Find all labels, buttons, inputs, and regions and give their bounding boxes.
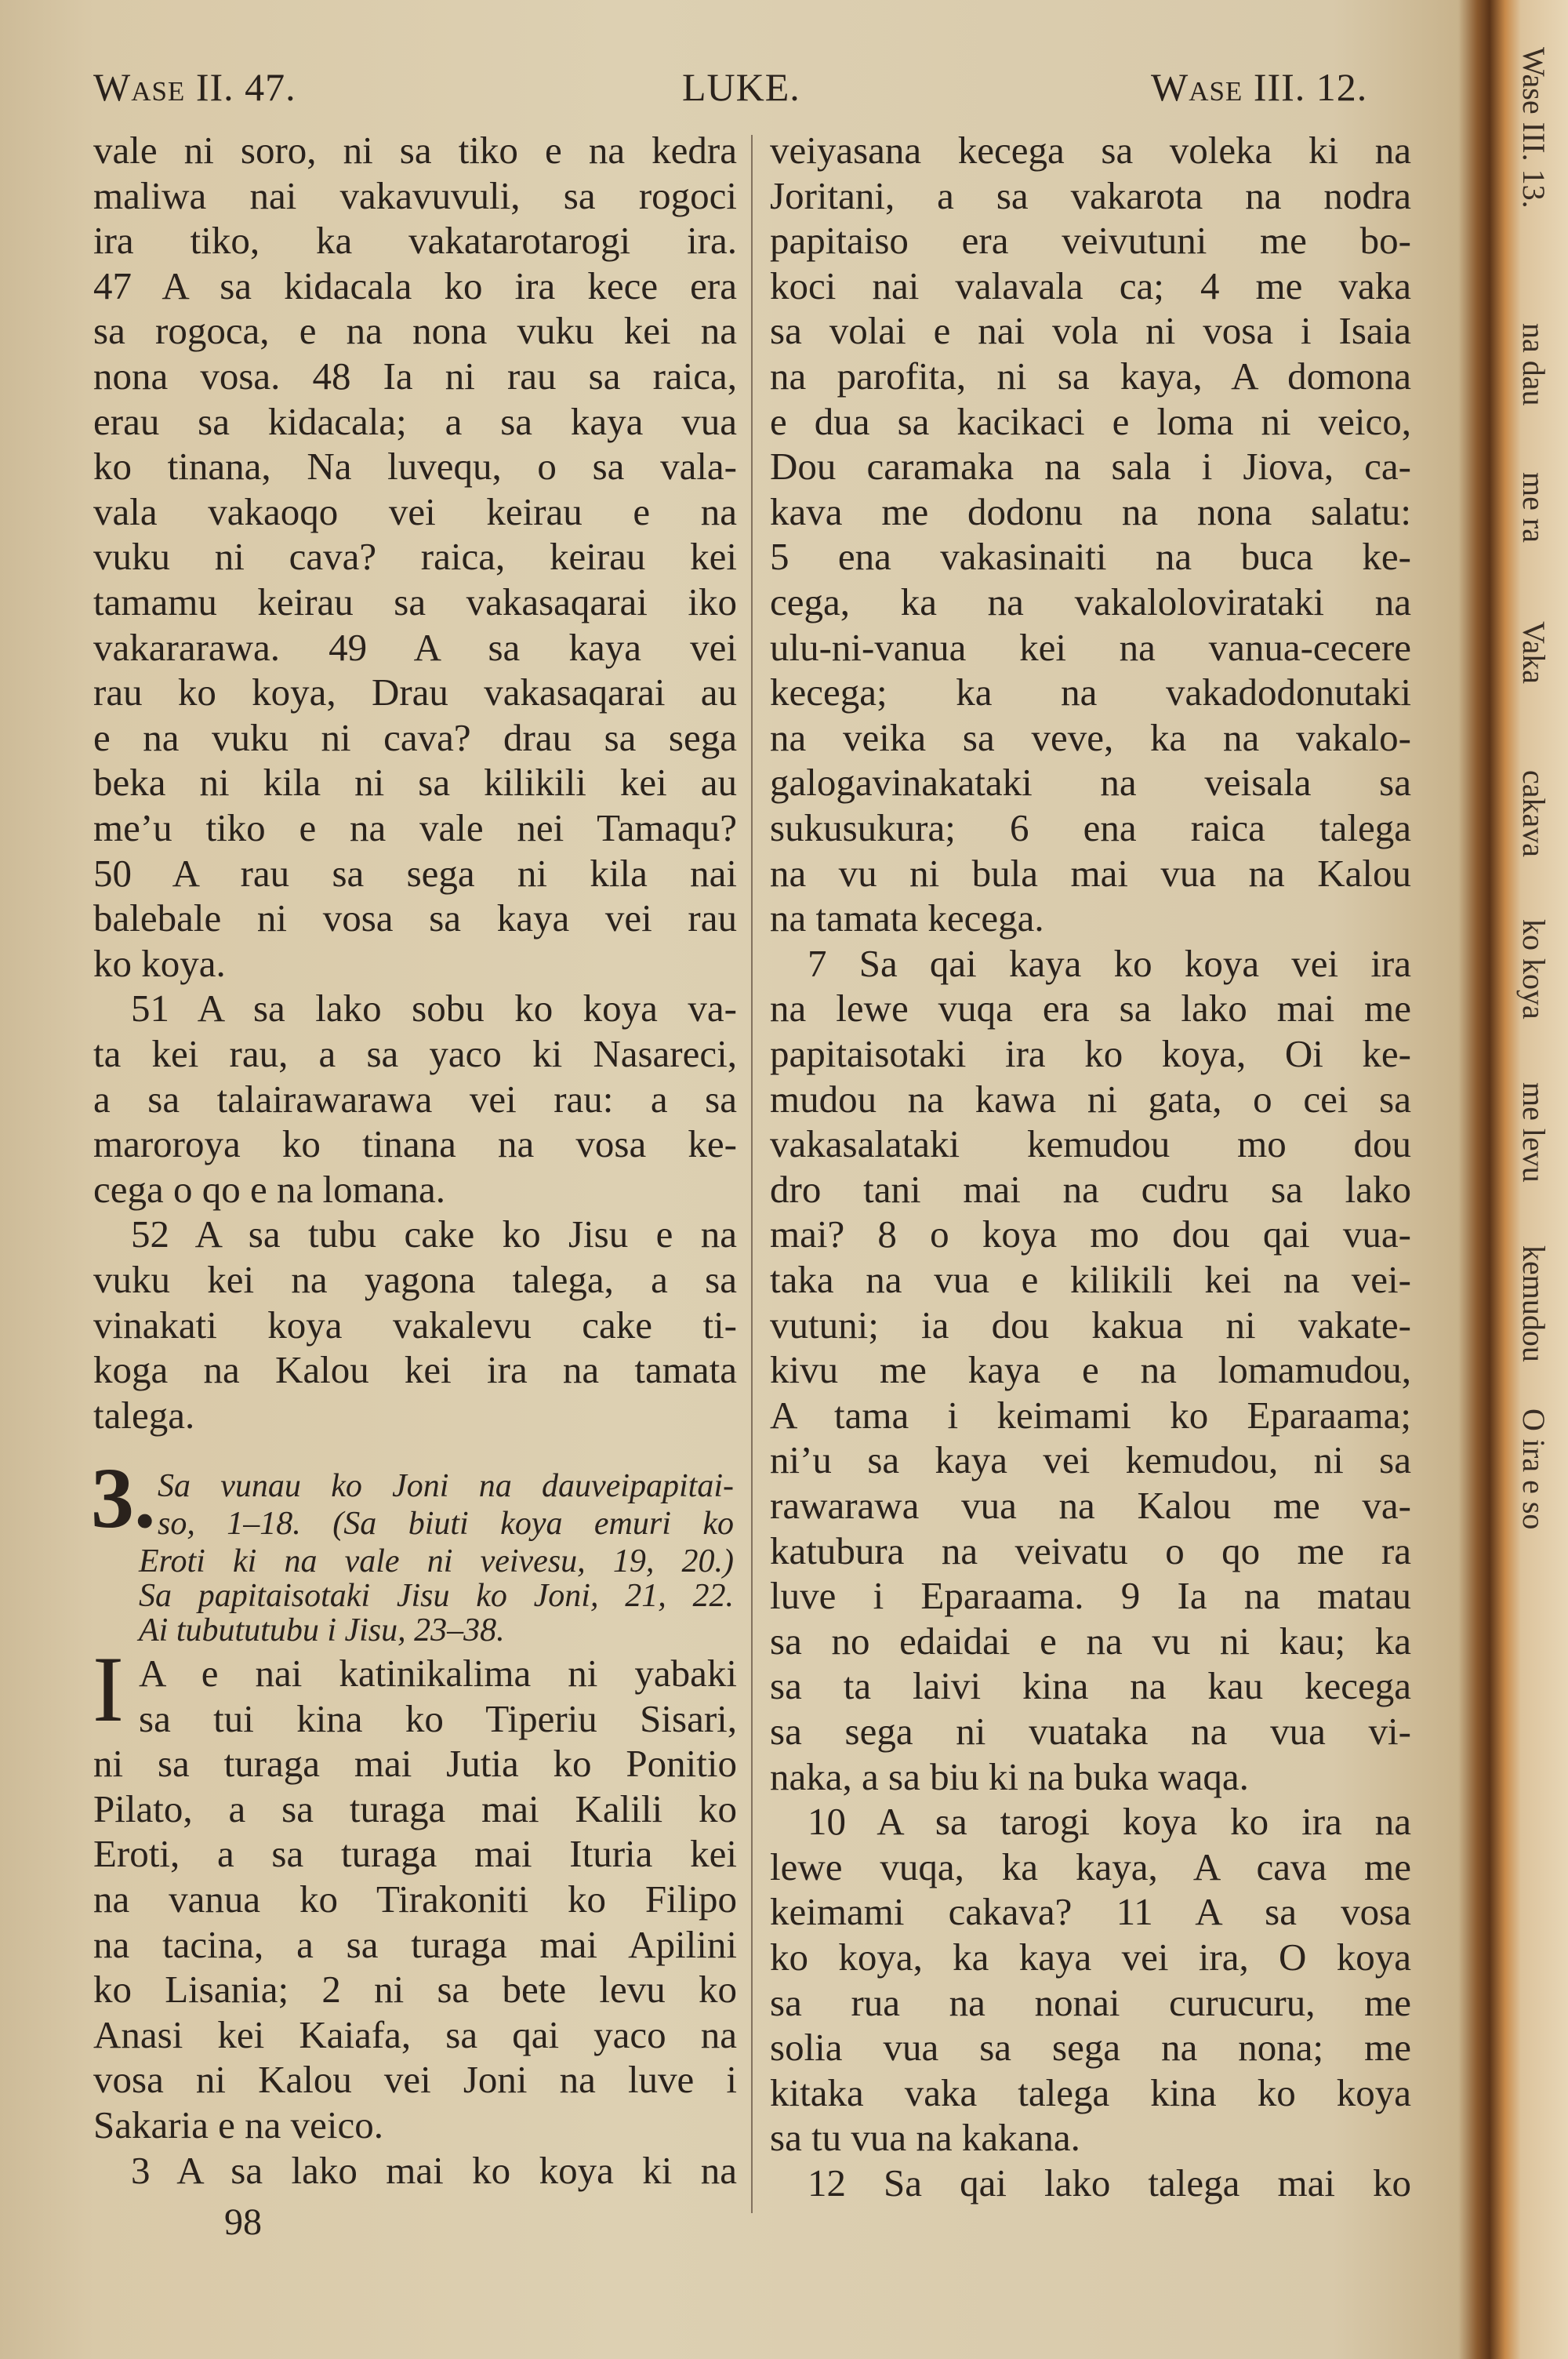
chapter-summary-line: Sa vunau ko Joni na dauveipapitai-: [158, 1468, 734, 1504]
text-line: talega.: [93, 1393, 195, 1437]
text-line: sa tui kina ko Tiperiu Sisari,: [139, 1696, 737, 1740]
drop-cap: I: [93, 1637, 124, 1741]
text-line: ta kei rau, a sa yaco ki Nasareci,: [93, 1032, 737, 1075]
text-line: na lewe vuqa era sa lako mai me: [770, 987, 1411, 1030]
text-line: me’u tiko e na vale nei Tamaqu?: [93, 806, 737, 849]
chapter-number: 3.: [91, 1450, 156, 1546]
text-line: ko koya.: [93, 941, 226, 985]
text-line: sa ta laivi kina na kau kecega: [770, 1664, 1411, 1708]
edge-text-fragment: Vaka: [1516, 621, 1552, 684]
edge-text-fragment: cakava: [1516, 770, 1552, 858]
text-line: cega, ka na vakalolovirataki na: [770, 580, 1411, 623]
text-line: mudou na kawa ni gata, o cei sa: [770, 1077, 1411, 1121]
text-line: kava me dodonu na nona salatu:: [770, 489, 1411, 533]
text-line: 7 Sa qai kaya ko koya vei ira: [808, 941, 1411, 985]
text-line: ni’u sa kaya vei kemudou, ni sa: [770, 1438, 1411, 1482]
text-line: 52 A sa tubu cake ko Jisu e na: [131, 1212, 737, 1256]
text-line: 10 A sa tarogi koya ko ira na: [808, 1800, 1411, 1844]
text-line: sa sega ni vuataka na vua vi-: [770, 1710, 1411, 1753]
chapter-summary-line: Sa papitaisotaki Jisu ko Joni, 21, 22.: [139, 1578, 734, 1614]
text-line: vinakati koya vakalevu cake ti-: [93, 1303, 737, 1347]
text-line: papitaiso era veivutuni me bo-: [770, 219, 1411, 263]
text-line: erau sa kidacala; a sa kaya vua: [93, 399, 737, 443]
text-line: cega o qo e na lomana.: [93, 1167, 445, 1211]
text-line: na tacina, a sa turaga mai Apilini: [93, 1922, 737, 1966]
text-line: e na vuku ni cava? drau sa sega: [93, 715, 737, 759]
text-line: na tamata kecega.: [770, 896, 1044, 940]
text-line: taka na vua e kilikili kei na vei-: [770, 1258, 1411, 1301]
text-line: vuku ni cava? raica, keirau kei: [93, 535, 737, 579]
edge-text-fragment: me levu: [1516, 1082, 1552, 1183]
text-line: 51 A sa lako sobu ko koya va-: [131, 987, 737, 1030]
column-rule: [751, 135, 753, 2213]
text-line: vakararawa. 49 A sa kaya vei: [93, 625, 737, 669]
text-line: 12 Sa qai lako talega mai ko: [808, 2161, 1411, 2205]
text-line: sa no edaidai e na vu ni kau; ka: [770, 1619, 1411, 1663]
text-line: na vu ni bula mai vua na Kalou: [770, 851, 1411, 895]
text-line: ko tinana, Na luvequ, o sa vala-: [93, 445, 737, 489]
text-line: mai? 8 o koya mo dou qai vua-: [770, 1212, 1411, 1256]
text-line: maroroya ko tinana na vosa ke-: [93, 1122, 737, 1166]
running-header-right: Wase III. 12.: [1151, 65, 1368, 109]
text-line: sa rogoca, e na nona vuku kei na: [93, 309, 737, 353]
text-line: dro tani mai na cudru sa lako: [770, 1167, 1411, 1211]
text-line: 47 A sa kidacala ko ira kece era: [93, 264, 737, 307]
running-header-title: LUKE.: [682, 65, 800, 109]
text-line: Pilato, a sa turaga mai Kalili ko: [93, 1787, 737, 1830]
text-line: Sakaria e na veico.: [93, 2103, 384, 2146]
page-number: 98: [224, 2201, 262, 2243]
chapter-summary-line: Eroti ki na vale ni veivesu, 19, 20.): [139, 1543, 734, 1579]
text-line: e dua sa kacikaci e loma ni veico,: [770, 399, 1411, 443]
text-line: ni sa turaga mai Jutia ko Ponitio: [93, 1742, 737, 1786]
text-line: rawarawa vua na Kalou me va-: [770, 1484, 1411, 1527]
text-line: vakasalataki kemudou mo dou: [770, 1122, 1411, 1166]
text-line: kitaka vaka talega kina ko koya: [770, 2070, 1411, 2114]
text-line: A tama i keimami ko Eparaama;: [770, 1393, 1411, 1437]
text-line: na veika sa veve, ka na vakalo-: [770, 715, 1411, 759]
text-line: ira tiko, ka vakatarotarogi ira.: [93, 219, 737, 263]
text-line: na vanua ko Tirakoniti ko Filipo: [93, 1877, 737, 1921]
text-line: solia vua sa sega na nona; me: [770, 2026, 1411, 2070]
text-line: Anasi kei Kaiafa, sa qai yaco na: [93, 2012, 737, 2056]
text-line: vale ni soro, ni sa tiko e na kedra: [93, 129, 737, 172]
text-line: na parofita, ni sa kaya, A domona: [770, 354, 1411, 398]
text-line: vutuni; ia dou kakua ni vakate-: [770, 1303, 1411, 1347]
edge-text-fragment: na dau: [1516, 323, 1552, 406]
text-line: balebale ni vosa sa kaya vei rau: [93, 896, 737, 940]
text-line: nona vosa. 48 Ia ni rau sa raica,: [93, 354, 737, 398]
edge-text-fragment: me ra: [1516, 472, 1552, 543]
chapter-summary-line: so, 1–18. (Sa biuti koya emuri ko: [158, 1506, 734, 1542]
text-line: Eroti, a sa turaga mai Ituria kei: [93, 1832, 737, 1876]
text-line: 5 ena vakasinaiti na buca ke-: [770, 535, 1411, 579]
text-line: sa volai e nai vola ni vosa i Isaia: [770, 309, 1411, 353]
edge-text-fragment: ko koya: [1516, 919, 1552, 1020]
text-line: papitaisotaki ira ko koya, Oi ke-: [770, 1032, 1411, 1075]
text-line: sa tu vua na kakana.: [770, 2116, 1080, 2160]
text-line: kecega; ka na vakadodonutaki: [770, 671, 1411, 714]
text-line: ko Lisania; 2 ni sa bete levu ko: [93, 1968, 737, 2012]
text-line: keimami cakava? 11 A sa vosa: [770, 1890, 1411, 1934]
text-line: galogavinakataki na veisala sa: [770, 761, 1411, 805]
text-line: koga na Kalou kei ira na tamata: [93, 1348, 737, 1392]
text-line: vala vakaoqo vei keirau e na: [93, 489, 737, 533]
text-line: beka ni kila ni sa kilikili kei au: [93, 761, 737, 805]
text-line: veiyasana kecega sa voleka ki na: [770, 129, 1411, 172]
text-line: maliwa nai vakavuvuli, sa rogoci: [93, 173, 737, 217]
text-line: 3 A sa lako mai ko koya ki na: [131, 2148, 737, 2192]
text-line: A e nai katinikalima ni yabaki: [139, 1652, 737, 1695]
text-line: luve i Eparaama. 9 Ia na matau: [770, 1574, 1411, 1618]
edge-text-fragment: O ira e so: [1516, 1408, 1552, 1530]
chapter-summary-line: Ai tubututubu i Jisu, 23–38.: [139, 1612, 505, 1648]
text-line: kivu me kaya e na lomamudou,: [770, 1348, 1411, 1392]
text-line: rau ko koya, Drau vakasaqarai au: [93, 671, 737, 714]
text-line: tamamu keirau sa vakasaqarai iko: [93, 580, 737, 623]
text-line: vuku kei na yagona talega, a sa: [93, 1258, 737, 1301]
text-line: a sa talairawarawa vei rau: a sa: [93, 1077, 737, 1121]
edge-text-fragment: Wase III. 13.: [1516, 47, 1552, 209]
text-line: Joritani, a sa vakarota na nodra: [770, 173, 1411, 217]
text-line: naka, a sa biu ki na buka waqa.: [770, 1754, 1249, 1798]
edge-text-fragment: kemudou: [1516, 1245, 1552, 1362]
next-page-edge: [1499, 31, 1568, 2337]
text-line: sa rua na nonai curucuru, me: [770, 1980, 1411, 2024]
text-line: lewe vuqa, ka kaya, A cava me: [770, 1845, 1411, 1888]
text-line: koci nai valavala ca; 4 me vaka: [770, 264, 1411, 307]
text-line: sukusukura; 6 ena raica talega: [770, 806, 1411, 849]
text-line: ko koya, ka kaya vei ira, O koya: [770, 1936, 1411, 1979]
text-line: 50 A rau sa sega ni kila nai: [93, 851, 737, 895]
text-line: Dou caramaka na sala i Jiova, ca-: [770, 445, 1411, 489]
running-header-left: Wase II. 47.: [93, 65, 296, 109]
text-line: ulu-ni-vanua kei na vanua-cecere: [770, 625, 1411, 669]
text-line: vosa ni Kalou vei Joni na luve i: [93, 2058, 737, 2102]
text-line: katubura na veivatu o qo me ra: [770, 1528, 1411, 1572]
